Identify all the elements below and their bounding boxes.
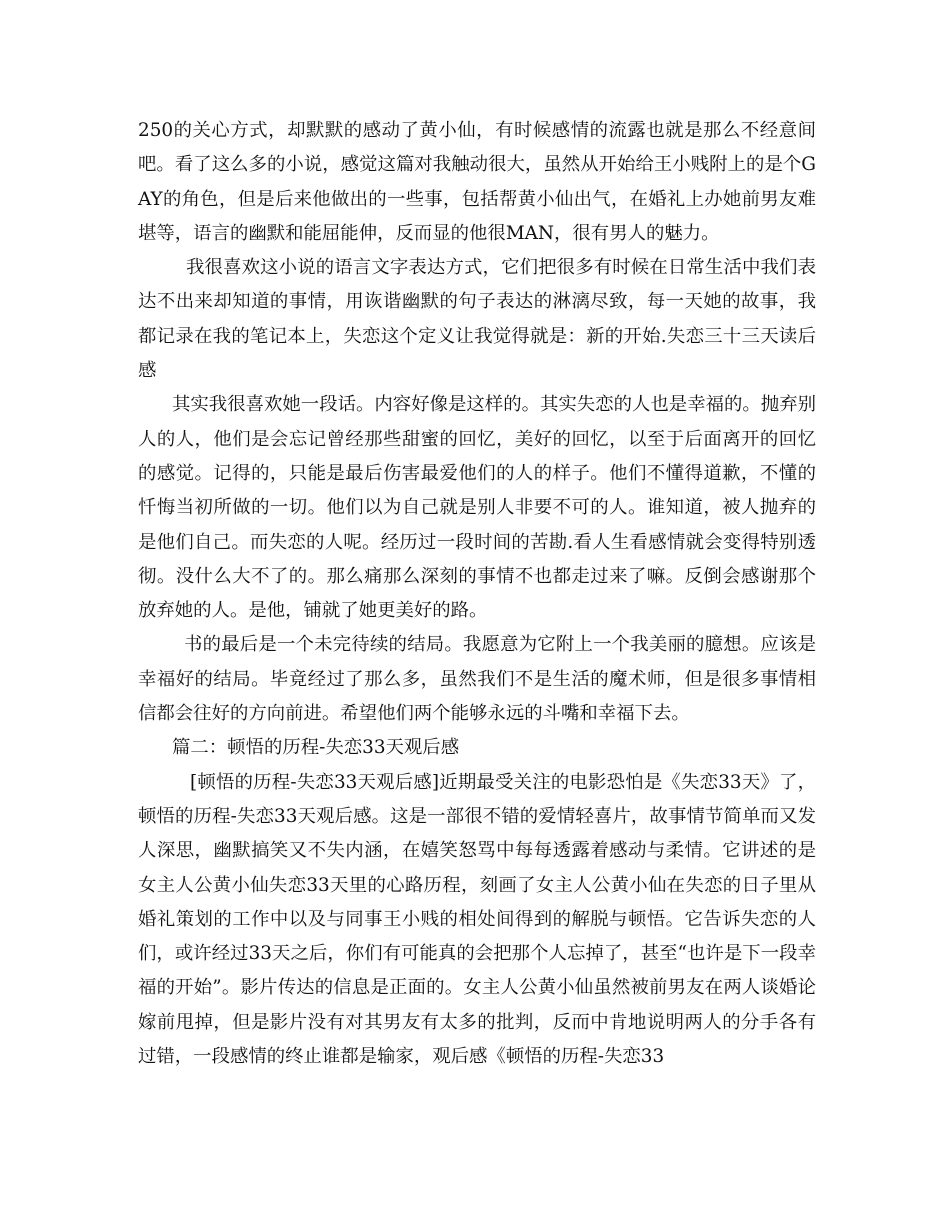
paragraph-4: 书的最后是一个未完待续的结局。我愿意为它附上一个我美丽的臆想。应该是幸福好的结局。毕竟经过了那么多，虽然我们不是生活的魔术师，但是很多事情相信都会往好的方向前进。希望他们两个能够永远的斗嘴和幸福下去。 xyxy=(138,634,816,725)
section-heading: 篇二：顿悟的历程-失恋33天观后感 xyxy=(172,737,460,759)
paragraph-2: 我很喜欢这小说的语言文字表达方式，它们把很多有时候在日常生活中我们表达不出来却知道的事情，用诙谐幽默的句子表达的淋漓尽致，每一天她的故事，我都记录在我的笔记本上，失恋这个定义让我觉得就是：新的开始.失恋三十三天读后感 xyxy=(138,257,816,382)
paragraph-5: [顿悟的历程-失恋33天观后感]近期最受关注的电影恐怕是《失恋33天》了，顿悟的历程-失恋33天观后感。这是一部很不错的爱情轻喜片，故事情节简单而又发人深思，幽默搞笑又不失内涵，在嬉笑怒骂中每每透露着感动与柔情。它讲述的是女主人公黄小仙失恋33天里的心路历程，刻画了女主人公黄小仙在失恋的日子里从婚礼策划的工作中以及与同事王小贱的相处间得到的解脱与顿悟。它告诉失恋的人们，或许经过33天之后，你们有可能真的会把那个人忘掉了，甚至“也许是下一段幸福的开始”。影片传达的信息是正面的。女主人公黄小仙虽然被前男友在两人谈婚论嫁前甩掉，但是影片没有对其男友有太多的批判，反而中肯地说明两人的分手各有过错，一段感情的终止谁都是输家，观后感《顿悟的历程-失恋33 xyxy=(138,771,816,1068)
paragraph-1: 250的关心方式，却默默的感动了黄小仙，有时候感情的流露也就是那么不经意间吧。看了这么多的小说，感觉这篇对我触动很大，虽然从开始给王小贱附上的是个GAY的角色，但是后来他做出的一些事，包括帮黄小仙出气，在婚礼上办她前男友难堪等，语言的幽默和能屈能伸，反而显的他很MAN，很有男人的魅力。 xyxy=(138,120,816,244)
paragraph-3: 其实我很喜欢她一段话。内容好像是这样的。其实失恋的人也是幸福的。抛弃别人的人，他们是会忘记曾经那些甜蜜的回忆，美好的回忆，以至于后面离开的回忆的感觉。记得的，只能是最后伤害最爱他们的人的样子。他们不懂得道歉，不懂的忏悔当初所做的一切。他们以为自己就是别人非要不可的人。谁知道，被人抛弃的是他们自己。而失恋的人呢。经历过一段时间的苦勘.看人生看感情就会变得特别透彻。没什么大不了的。那么痛那么深刻的事情不也都走过来了嘛。反倒会感谢那个放弃她的人。是他，铺就了她更美好的路。 xyxy=(138,394,816,622)
document-body xyxy=(138,114,816,1074)
